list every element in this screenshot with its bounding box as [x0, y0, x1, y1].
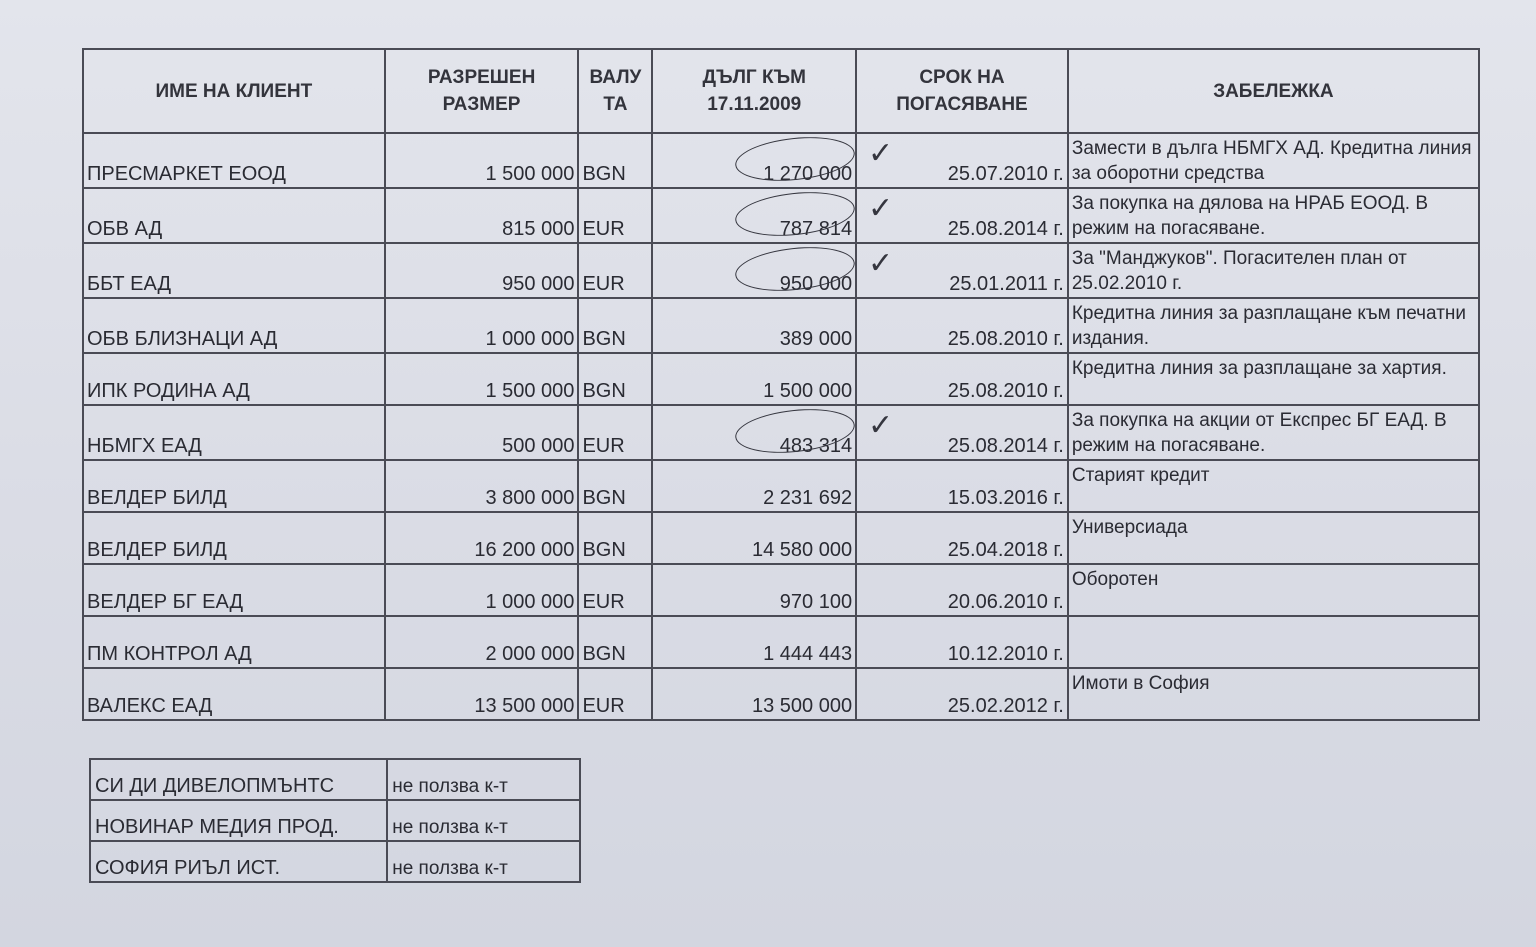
currency-cell: [578, 616, 652, 668]
client-cell-text: ИПК РОДИНА АД: [87, 380, 250, 402]
term-cell-text: 25.04.2018 г.: [947, 539, 1064, 561]
currency-cell: [578, 460, 652, 512]
term-cell-text: 25.02.2012 г.: [947, 695, 1064, 717]
term-cell-text: 25.01.2011 г.: [949, 273, 1064, 295]
table-row: [83, 298, 1479, 353]
client-cell: [83, 188, 385, 243]
handwritten-check-mark: ✓: [867, 192, 894, 225]
table-row: [83, 188, 1479, 243]
currency-cell-text: EUR: [582, 435, 625, 457]
currency-cell: [578, 133, 652, 188]
limit-cell-text: 1 000 000: [485, 591, 575, 613]
table-row: [83, 616, 1479, 668]
note-cell: [1068, 353, 1479, 405]
client-cell: [83, 616, 385, 668]
client-cell-text: ПРЕСМАРКЕТ ЕООД: [87, 163, 286, 185]
currency-cell: [578, 564, 652, 616]
limit-cell: [385, 298, 579, 353]
debt-cell-text: 1 444 443: [763, 643, 853, 665]
handwritten-check-mark: ✓: [867, 247, 894, 280]
currency-cell: [578, 243, 652, 298]
term-cell: [856, 298, 1068, 353]
term-cell-text: 20.06.2010 г.: [947, 591, 1064, 613]
header-limit: РАЗРЕШЕН РАЗМЕР: [385, 49, 579, 133]
client-cell: [83, 298, 385, 353]
limit-cell: [385, 668, 579, 720]
term-cell-text: 25.08.2014 г.: [947, 218, 1064, 240]
table-row: [83, 512, 1479, 564]
currency-cell-text: BGN: [582, 643, 626, 665]
client-cell-text: ВЕЛДЕР БИЛД: [87, 539, 227, 561]
term-cell: [856, 460, 1068, 512]
table-row: [83, 460, 1479, 512]
note-cell: [1068, 512, 1479, 564]
debt-cell: [652, 564, 856, 616]
side-client-cell: СОФИЯ РИЪЛ ИСТ.: [90, 841, 387, 882]
note-cell-text: Универсиада: [1071, 517, 1188, 538]
client-cell-text: ВЕЛДЕР БИЛД: [87, 487, 227, 509]
client-cell: [83, 564, 385, 616]
currency-cell-text: EUR: [582, 695, 625, 717]
client-cell-text: ВАЛЕКС ЕАД: [87, 695, 213, 717]
side-note-cell: не ползва к-т: [387, 841, 580, 882]
debt-cell: [652, 353, 856, 405]
header-currency: ВАЛУ ТА: [578, 49, 652, 133]
client-cell-text: НБМГХ ЕАД: [87, 435, 202, 457]
limit-cell-text: 2 000 000: [485, 643, 575, 665]
table-header-row: [83, 49, 1479, 133]
client-cell: [83, 668, 385, 720]
currency-cell: [578, 353, 652, 405]
client-cell: [83, 133, 385, 188]
note-cell-text: Кредитна линия за разплащане за хартия.: [1071, 358, 1447, 379]
debt-cell-text: 1 500 000: [763, 380, 853, 402]
client-cell: [83, 460, 385, 512]
currency-cell-text: EUR: [582, 218, 625, 240]
term-cell: [856, 512, 1068, 564]
debt-cell-text: 970 100: [779, 591, 853, 613]
term-cell: [856, 564, 1068, 616]
debt-cell-text: 950 000: [779, 273, 853, 295]
note-cell: [1068, 668, 1479, 720]
note-cell-text: За покупка на дялова на НРАБ ЕООД. В режим на погасяване.: [1071, 193, 1429, 239]
side-client-cell: НОВИНАР МЕДИЯ ПРОД.: [90, 800, 387, 841]
limit-cell: [385, 353, 579, 405]
debt-cell: [652, 133, 894, 188]
limit-cell: [385, 405, 579, 460]
note-cell: [1068, 298, 1479, 353]
header-debt: ДЪЛГ КЪМ 17.11.2009: [652, 49, 856, 133]
table-row: [83, 133, 1479, 188]
limit-cell: [385, 616, 579, 668]
term-cell-text: 25.08.2010 г.: [947, 328, 1064, 350]
limit-cell-text: 500 000: [502, 435, 575, 457]
currency-cell-text: BGN: [582, 380, 626, 402]
header-note: ЗАБЕЛЕЖКА: [1068, 49, 1479, 133]
currency-cell: [578, 188, 652, 243]
table-row: [83, 405, 1479, 460]
note-cell-text: Старият кредит: [1071, 465, 1210, 486]
debt-cell-text: 2 231 692: [763, 487, 853, 509]
term-cell-text: 10.12.2010 г.: [947, 643, 1064, 665]
limit-cell-text: 13 500 000: [474, 695, 575, 717]
debt-cell: [652, 243, 894, 298]
side-row: [90, 759, 580, 800]
client-cell: [83, 405, 385, 460]
currency-cell-text: BGN: [582, 487, 626, 509]
term-cell-text: 25.07.2010 г.: [947, 163, 1064, 185]
side-row: [90, 800, 580, 841]
side-client-cell: СИ ДИ ДИВЕЛОПМЪНТС: [90, 759, 387, 800]
currency-cell: [578, 298, 652, 353]
limit-cell-text: 1 500 000: [485, 380, 575, 402]
handwritten-check-mark: ✓: [867, 137, 894, 170]
currency-cell-text: BGN: [582, 539, 626, 561]
currency-cell-text: EUR: [582, 273, 625, 295]
table-row: [83, 353, 1479, 405]
debt-cell: [652, 298, 856, 353]
debt-cell: [652, 188, 894, 243]
currency-cell: [578, 668, 652, 720]
client-cell: [83, 353, 385, 405]
term-cell: [856, 668, 1068, 720]
note-cell: [1068, 133, 1479, 188]
debt-cell: [652, 460, 856, 512]
limit-cell: [385, 188, 579, 243]
credit-table: [82, 48, 1480, 721]
limit-cell: [385, 243, 579, 298]
debt-cell: [652, 512, 856, 564]
debt-cell-text: 389 000: [779, 328, 853, 350]
currency-cell-text: EUR: [582, 591, 625, 613]
side-row: [90, 841, 580, 882]
note-cell: [1068, 460, 1479, 512]
limit-cell-text: 950 000: [502, 273, 575, 295]
limit-cell-text: 3 800 000: [485, 487, 575, 509]
limit-cell-text: 1 500 000: [485, 163, 575, 185]
client-cell-text: ББТ ЕАД: [87, 273, 172, 295]
note-cell: [1068, 405, 1479, 460]
limit-cell: [385, 460, 579, 512]
limit-cell: [385, 512, 579, 564]
term-cell: [856, 616, 1068, 668]
limit-cell-text: 815 000: [502, 218, 575, 240]
debt-cell: [652, 668, 856, 720]
currency-cell: [578, 405, 652, 460]
currency-cell: [578, 512, 652, 564]
limit-cell: [385, 564, 579, 616]
no-credit-table: [89, 758, 581, 883]
limit-cell-text: 1 000 000: [485, 328, 575, 350]
term-cell-text: 15.03.2016 г.: [947, 487, 1064, 509]
term-cell-text: 25.08.2010 г.: [947, 380, 1064, 402]
client-cell: [83, 243, 385, 298]
note-cell-text: Замести в дълга НБМГХ АД. Кредитна линия за оборотни средства: [1071, 138, 1472, 184]
note-cell-text: Имоти в София: [1071, 673, 1210, 694]
side-note-cell: не ползва к-т: [387, 759, 580, 800]
debt-cell-text: 483 314: [779, 435, 853, 457]
note-cell: [1068, 564, 1479, 616]
debt-cell: [652, 616, 856, 668]
note-cell-text: Кредитна линия за разплащане към печатни издания.: [1071, 303, 1467, 349]
table-row: [83, 243, 1479, 298]
note-cell-text: За покупка на акции от Експрес БГ ЕАД. В режим на погасяване.: [1071, 410, 1447, 456]
note-cell: [1068, 243, 1479, 298]
currency-cell-text: BGN: [582, 163, 626, 185]
client-cell-text: ОБВ АД: [87, 218, 163, 240]
header-client: ИМЕ НА КЛИЕНТ: [83, 49, 385, 133]
table-row: [83, 668, 1479, 720]
note-cell-text: За "Манджуков". Погасителен план от 25.02.2010 г.: [1071, 248, 1407, 294]
limit-cell-text: 16 200 000: [474, 539, 575, 561]
handwritten-check-mark: ✓: [867, 409, 894, 442]
note-cell: [1068, 188, 1479, 243]
currency-cell-text: BGN: [582, 328, 626, 350]
term-cell: [856, 353, 1068, 405]
term-cell-text: 25.08.2014 г.: [947, 435, 1064, 457]
debt-cell-text: 787 814: [779, 218, 853, 240]
note-cell-text: Оборотен: [1071, 569, 1159, 590]
header-term: СРОК НА ПОГАСЯВАНЕ: [856, 49, 1068, 133]
debt-cell-text: 13 500 000: [751, 695, 853, 717]
debt-cell-text: 1 270 000: [763, 163, 853, 185]
limit-cell: [385, 133, 579, 188]
debt-cell: [652, 405, 894, 460]
client-cell-text: ОБВ БЛИЗНАЦИ АД: [87, 328, 278, 350]
client-cell-text: ВЕЛДЕР БГ ЕАД: [87, 591, 243, 613]
client-cell: [83, 512, 385, 564]
debt-cell-text: 14 580 000: [751, 539, 853, 561]
note-cell: [1068, 616, 1479, 668]
side-note-cell: не ползва к-т: [387, 800, 580, 841]
client-cell-text: ПМ КОНТРОЛ АД: [87, 643, 252, 665]
table-row: [83, 564, 1479, 616]
